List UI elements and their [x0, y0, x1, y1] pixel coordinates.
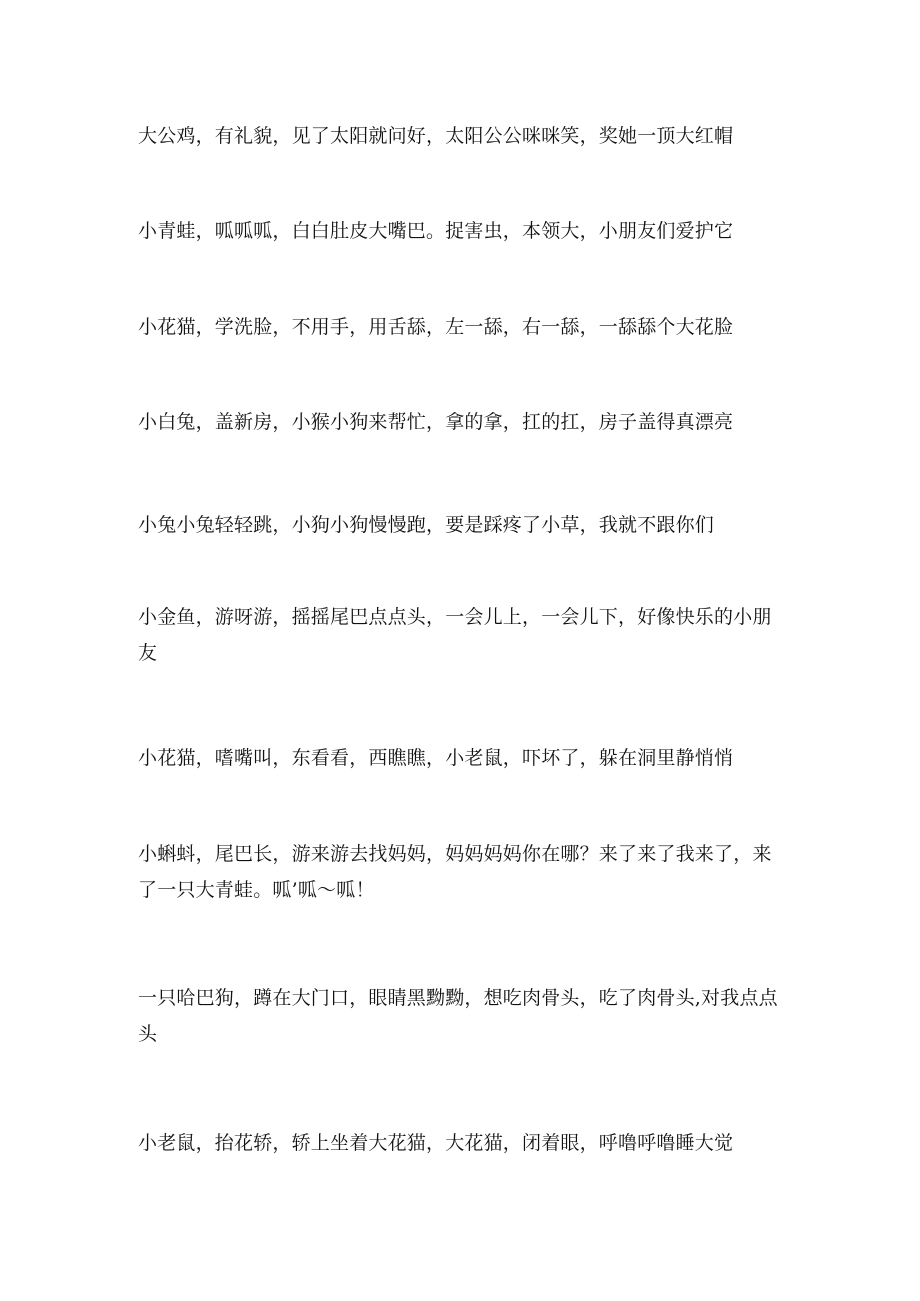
rhyme-kitten-and-mouse: 小花猫，嗜嘴叫，东看看，西瞧瞧，小老鼠，吓坏了，躲在洞里静悄悄	[138, 747, 734, 769]
rhyme-frog: 小青蛙，呱呱呱，白白肚皮大嘴巴。捉害虫，本领大，小朋友们爱护它	[138, 220, 734, 242]
rhyme-mouse-sedan: 小老鼠，抬花轿，轿上坐着大花猫，大花猫，闭着眼，呼噜呼噜睡大觉	[138, 1132, 734, 1154]
rhyme-rabbit-and-dog: 小兔小兔轻轻跳，小狗小狗慢慢跑，要是踩疼了小草，我就不跟你们	[138, 514, 715, 536]
rhyme-white-rabbit: 小白兔，盖新房，小猴小狗来帮忙，拿的拿，扛的扛，房子盖得真漂亮	[138, 411, 734, 433]
rhyme-pug: 一只哈巴狗，蹲在大门口，眼睛黑黝黝，想吃肉骨头，吃了肉骨头,对我点点头	[138, 987, 778, 1045]
rhyme-kitten-washing: 小花猫，学洗脸，不用手，用舌舔，左一舔，右一舔，一舔舔个大花脸	[138, 316, 734, 338]
rhyme-goldfish: 小金鱼，游呀游，摇摇尾巴点点头，一会儿上，一会儿下，好像快乐的小朋友	[138, 606, 772, 664]
rhyme-rooster: 大公鸡，有礼貌，见了太阳就问好，太阳公公咪咪笑，奖她一顶大红帽	[138, 125, 734, 147]
rhyme-tadpole: 小蝌蚪，尾巴长，游来游去找妈妈，妈妈妈妈你在哪？来了来了我来了，来了一只大青蛙。呱’呱～呱！	[138, 843, 772, 901]
